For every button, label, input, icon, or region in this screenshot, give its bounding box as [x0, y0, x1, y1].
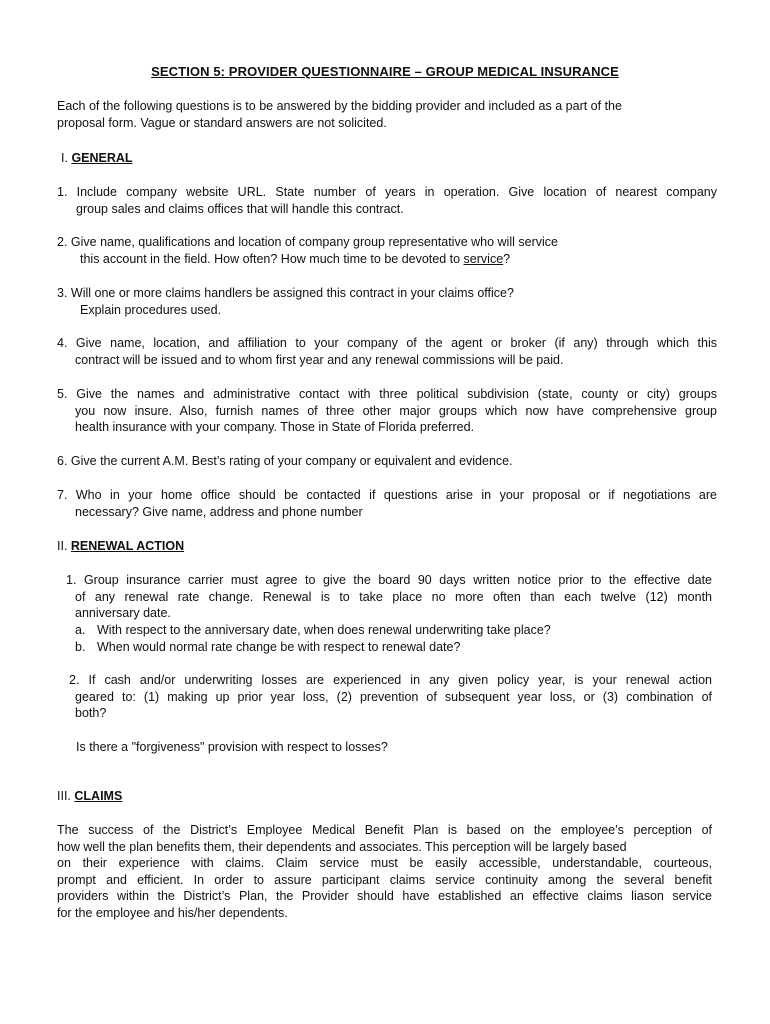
question-line: Explain procedures used. — [80, 302, 222, 317]
paragraph-line: for the employee and his/her dependents. — [57, 905, 288, 920]
section-heading-text: GENERAL — [71, 151, 133, 165]
question-line: 1. Group insurance carrier must agree to give the board 90 days written notice prior to the effective date — [66, 573, 712, 587]
paragraph-line: on their experience with claims. Claim service must be easily accessible, understandable, courteous, — [57, 856, 712, 871]
paragraph-line: prompt and efficient. In order to assure participant claims service continuity among the several benefit — [57, 872, 712, 887]
question-line: 6. Give the current A.M. Best’s rating of your company or equivalent and evidence. — [57, 454, 513, 468]
question-renewal-2 — [69, 672, 712, 722]
question-line: geared to: (1) making up prior year loss, (2) prevention of subsequent year loss, or (3) combination of — [75, 689, 712, 704]
question-general-2 — [57, 234, 717, 267]
intro-line: Each of the following questions is to be answered by the bidding provider and included as a part of the — [57, 99, 622, 113]
sub-question-text: With respect to the anniversary date, when does renewal underwriting take place? — [97, 623, 551, 637]
question-renewal-2-followup — [76, 739, 736, 756]
question-line: 3. Will one or more claims handlers be assigned this contract in your claims office? — [57, 286, 514, 300]
intro-paragraph — [57, 98, 717, 131]
section-heading-text: CLAIMS — [74, 789, 123, 803]
intro-line: proposal form. Vague or standard answers are not solicited. — [57, 115, 387, 130]
question-general-5 — [57, 386, 717, 436]
paragraph-line: how well the plan benefits them, their dependents and associates. This perception will be largely based — [57, 839, 627, 854]
question-text: ? — [503, 251, 511, 266]
question-line: necessary? Give name, address and phone number — [75, 504, 363, 519]
section-heading-renewal — [57, 538, 717, 555]
list-marker: b. — [75, 640, 86, 654]
question-line: contract will be issued and to whom first year and any renewal commissions will be paid. — [75, 352, 564, 367]
question-general-3 — [57, 285, 717, 318]
question-line: you now insure. Also, furnish names of three other major groups which now have comprehensive group — [75, 403, 717, 418]
question-line: 7. Who in your home office should be contacted if questions arise in your proposal or if negotiations are — [57, 488, 717, 502]
question-line: of any renewal rate change. Renewal is to take place no more often than each twelve (12) month — [75, 589, 712, 604]
underlined-word: service — [463, 251, 504, 266]
question-general-7 — [57, 487, 717, 520]
question-general-1 — [57, 184, 717, 217]
question-line: health insurance with your company. Those in State of Florida preferred. — [75, 420, 475, 435]
section-heading-text: RENEWAL ACTION — [70, 539, 185, 553]
section-number: I. — [61, 151, 68, 165]
question-renewal-1b — [75, 639, 735, 656]
paragraph-line: providers within the District’s Plan, the Provider should have established an effective claims liason service — [57, 889, 712, 904]
question-renewal-1 — [66, 572, 712, 622]
question-text: this account in the field. How often? How much time to be devoted to — [80, 251, 464, 266]
section-number: II. — [57, 539, 68, 553]
question-line: 5. Give the names and administrative contact with three political subdivision (state, county or city) groups — [57, 387, 717, 401]
sub-question-text: When would normal rate change be with respect to renewal date? — [97, 640, 461, 654]
list-marker: a. — [75, 623, 86, 637]
question-line: 2. If cash and/or underwriting losses are experienced in any given policy year, is your renewal action — [69, 673, 712, 687]
question-line: Is there a "forgiveness" provision with respect to losses? — [76, 740, 388, 754]
question-general-4 — [57, 335, 717, 368]
paragraph-line: The success of the District’s Employee Medical Benefit Plan is based on the employee’s perception of — [57, 823, 712, 837]
question-line: 4. Give name, location, and affiliation to your company of the agent or broker (if any) through which this — [57, 336, 717, 350]
question-line: anniversary date. — [75, 606, 171, 621]
question-line: 2. Give name, qualifications and location of company group representative who will service — [57, 235, 558, 249]
question-general-6 — [57, 453, 717, 470]
section-heading-claims — [57, 788, 717, 805]
section-number: III. — [57, 789, 71, 803]
question-line — [57, 251, 717, 268]
section-heading-general — [61, 150, 721, 167]
question-line: group sales and claims offices that will handle this contract. — [76, 201, 404, 216]
question-renewal-1a — [75, 622, 735, 639]
section-title: SECTION 5: PROVIDER QUESTIONNAIRE – GROUP MEDICAL INSURANCE — [151, 64, 619, 79]
question-line: both? — [75, 706, 107, 721]
question-line: 1. Include company website URL. State number of years in operation. Give location of nearest company — [57, 185, 717, 199]
claims-paragraph — [57, 822, 712, 922]
